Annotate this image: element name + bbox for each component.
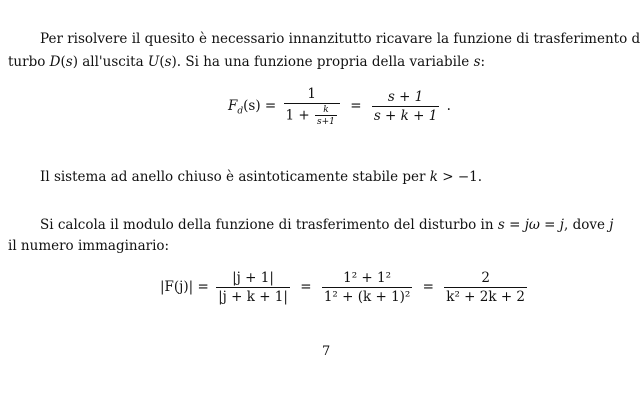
fraction-denominator — [284, 103, 340, 127]
text-span: ). Si ha una funzione propria della variabile — [171, 54, 474, 70]
text-span: il numero immaginario: — [8, 238, 170, 254]
fraction-3 — [444, 270, 527, 305]
text-span: : — [480, 54, 486, 70]
fraction-denominator: 1² + (k + 1)² — [323, 289, 411, 305]
fraction-2 — [322, 270, 413, 305]
small-fraction — [315, 105, 337, 127]
paragraph-2 — [40, 169, 482, 185]
text-span: ( — [60, 54, 66, 70]
text-span: = — [539, 217, 560, 233]
formula-modulus — [160, 270, 530, 305]
text-span: ( — [159, 54, 165, 70]
fraction-numerator: 1² + 1² — [343, 270, 392, 286]
math-var: U — [147, 54, 160, 70]
text-span: Il sistema ad anello chiuso è asintoticamente stabile per — [40, 169, 430, 185]
text-span: Si calcola il modulo della funzione di trasferimento del disturbo in — [40, 217, 498, 233]
text-span: Per risolvere il quesito è necessario innanzitutto ricavare la funzione di trasferimento — [40, 31, 628, 47]
math-text: (s) = — [243, 98, 277, 114]
equals-sign: = — [422, 279, 434, 295]
math-var: s — [65, 54, 73, 70]
fraction-denominator: k² + 2k + 2 — [446, 289, 526, 305]
paragraph-1-line-1 — [40, 31, 640, 47]
equals-sign: = — [300, 279, 312, 295]
math-var: j — [609, 217, 614, 233]
fraction-denominator: s + k + 1 — [373, 108, 438, 124]
fraction-numerator: s + 1 — [387, 89, 424, 105]
period: . — [446, 98, 451, 114]
formula-transfer-function — [228, 86, 451, 127]
fraction-2 — [372, 89, 440, 124]
equals-sign: = — [350, 98, 362, 114]
math-var: s — [473, 54, 481, 70]
page-number: 7 — [322, 344, 331, 359]
math-var: k — [429, 169, 438, 185]
math-var: F — [228, 98, 238, 114]
fraction-numerator: 1 — [307, 86, 316, 102]
paragraph-3-line-1 — [40, 217, 613, 233]
text-span: = — [504, 217, 525, 233]
math-var: s — [497, 217, 505, 233]
math-subscript: d — [237, 106, 244, 117]
math-text: |F(j)| = — [160, 279, 209, 295]
paragraph-1-line-2 — [8, 54, 485, 70]
math-text: 1 + — [285, 107, 310, 124]
text-span: d — [627, 31, 640, 47]
fraction-denominator: s+1 — [317, 117, 335, 127]
text-span: > −1. — [437, 169, 483, 185]
text-span: ) all'uscita — [72, 54, 148, 70]
math-var: jω — [524, 217, 540, 233]
fraction-numerator: |j + 1| — [232, 270, 274, 286]
math-var: j — [559, 217, 564, 233]
fraction-numerator: k — [323, 105, 329, 115]
text-span: , dove — [563, 217, 610, 233]
math-var: D — [49, 54, 61, 70]
fraction-denominator: |j + k + 1| — [218, 289, 288, 305]
math-var: s — [164, 54, 172, 70]
text-span: turbo — [8, 54, 50, 70]
fraction-numerator: 2 — [481, 270, 490, 286]
fraction-1 — [216, 270, 290, 305]
fraction-1 — [284, 86, 340, 127]
paragraph-3-line-2 — [8, 238, 169, 254]
